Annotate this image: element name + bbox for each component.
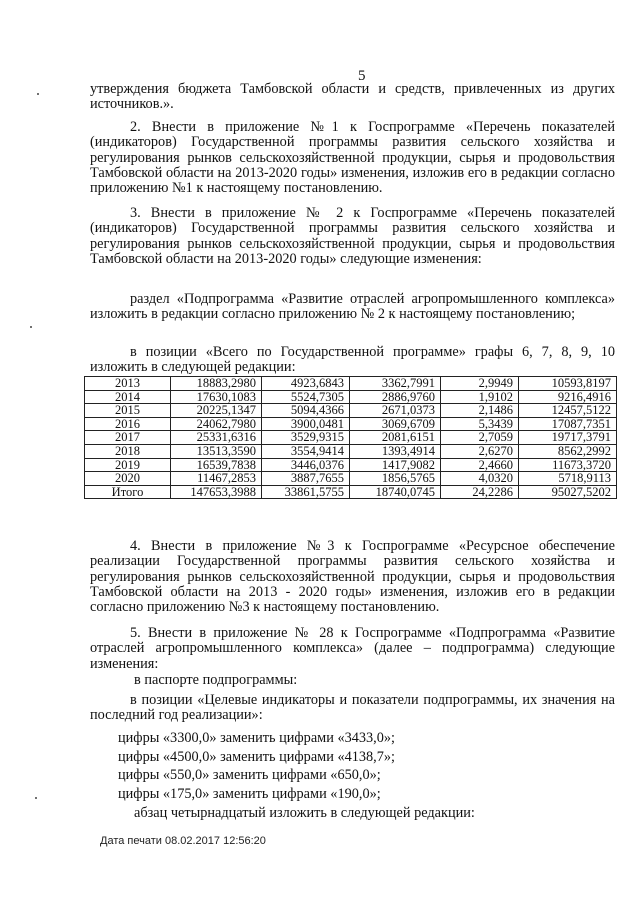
value-cell: 4,0320 <box>441 472 519 486</box>
value-cell: 2,9949 <box>441 377 519 391</box>
value-cell: 1856,5765 <box>350 472 441 486</box>
value-cell: 2,7059 <box>441 431 519 445</box>
value-cell: 5524,7305 <box>262 390 350 404</box>
text-passport: в паспорте подпрограммы: <box>134 672 298 688</box>
year-cell: 2013 <box>85 377 171 391</box>
scan-mark <box>35 797 37 799</box>
value-cell: 2,4660 <box>441 458 519 472</box>
table-row-total <box>85 485 617 499</box>
year-cell: Итого <box>85 485 171 499</box>
table-row <box>85 417 617 431</box>
value-cell: 9216,4916 <box>519 390 617 404</box>
value-cell: 25331,6316 <box>171 431 262 445</box>
value-cell: 18740,0745 <box>350 485 441 499</box>
value-cell: 18883,2980 <box>171 377 262 391</box>
year-cell: 2019 <box>85 458 171 472</box>
value-cell: 20225,1347 <box>171 404 262 418</box>
value-cell: 3900,0481 <box>262 417 350 431</box>
value-cell: 1417,9082 <box>350 458 441 472</box>
year-cell: 2016 <box>85 417 171 431</box>
year-cell: 2015 <box>85 404 171 418</box>
year-cell: 2018 <box>85 444 171 458</box>
text-replace-3: цифры «550,0» заменить цифрами «650,0»; <box>118 767 381 783</box>
table-row <box>85 390 617 404</box>
value-cell: 3069,6709 <box>350 417 441 431</box>
table-row <box>85 404 617 418</box>
value-cell: 8562,2992 <box>519 444 617 458</box>
year-cell: 2014 <box>85 390 171 404</box>
value-cell: 147653,3988 <box>171 485 262 499</box>
value-cell: 3554,9414 <box>262 444 350 458</box>
paragraph-item-4: 4. Внести в приложение №3 к Госпрограмме «Ресурсное обеспечение реализации Государственной программы развития сельского хозяйства и регулирования рынков сельскохозяйственной продукции, сырья и продовольствия Тамбовской области на 2013 - 2020 годы» изменения, изложив его в редакции согласно приложению №3 к настоящему постановлению. <box>90 538 615 616</box>
paragraph-budget-end: утверждения бюджета Тамбовской области и средств, привлеченных из других источников.». <box>90 81 615 113</box>
value-cell: 1,9102 <box>441 390 519 404</box>
scan-mark <box>37 93 39 95</box>
value-cell: 16539,7838 <box>171 458 262 472</box>
value-cell: 2671,0373 <box>350 404 441 418</box>
scan-mark <box>30 326 32 328</box>
value-cell: 17087,7351 <box>519 417 617 431</box>
value-cell: 3446,0376 <box>262 458 350 472</box>
value-cell: 24062,7980 <box>171 417 262 431</box>
value-cell: 24,2286 <box>441 485 519 499</box>
value-cell: 1393,4914 <box>350 444 441 458</box>
value-cell: 11467,2853 <box>171 472 262 486</box>
value-cell: 3887,7655 <box>262 472 350 486</box>
value-cell: 19717,3791 <box>519 431 617 445</box>
table-row <box>85 472 617 486</box>
value-cell: 2,6270 <box>441 444 519 458</box>
paragraph-target-indicators: в позиции «Целевые индикаторы и показатели подпрограммы, их значения на последний год реализации»: <box>90 692 615 724</box>
value-cell: 10593,8197 <box>519 377 617 391</box>
paragraph-item-5: 5. Внести в приложение № 28 к Госпрограмме «Подпрограмма «Развитие отраслей агропромышленного комплекса» (далее – подпрограмма) следующие изменения: <box>90 625 615 672</box>
value-cell: 2886,9760 <box>350 390 441 404</box>
text-replace-4: цифры «175,0» заменить цифрами «190,0»; <box>118 786 381 802</box>
year-cell: 2017 <box>85 431 171 445</box>
value-cell: 2,1486 <box>441 404 519 418</box>
table-row <box>85 444 617 458</box>
financing-table <box>84 376 617 499</box>
value-cell: 5094,4366 <box>262 404 350 418</box>
value-cell: 12457,5122 <box>519 404 617 418</box>
table-row <box>85 377 617 391</box>
page-number: 5 <box>358 68 366 84</box>
value-cell: 5718,9113 <box>519 472 617 486</box>
text-replace-2: цифры «4500,0» заменить цифрами «4138,7»; <box>118 749 396 765</box>
value-cell: 5,3439 <box>441 417 519 431</box>
value-cell: 13513,3590 <box>171 444 262 458</box>
paragraph-item-2: 2. Внести в приложение №1 к Госпрограмме «Перечень показателей (индикаторов) Государственной программы развития сельского хозяйства и регулирования рынков сельскохозяйственной продукции, сырья и продовольствия Тамбовской области на 2013-2020 годы» изменения, изложив его в редакции согласно приложению №1 к настоящему постановлению. <box>90 119 615 197</box>
table-row <box>85 431 617 445</box>
paragraph-item-3: 3. Внести в приложение № 2 к Госпрограмме «Перечень показателей (индикаторов) Государственной программы развития сельского хозяйства и регулирования рынков сельскохозяйственной продукции, сырья и продовольствия Тамбовской области на 2013-2020 годы» следующие изменения: <box>90 205 615 267</box>
year-cell: 2020 <box>85 472 171 486</box>
table-row <box>85 458 617 472</box>
value-cell: 3529,9315 <box>262 431 350 445</box>
value-cell: 11673,3720 <box>519 458 617 472</box>
print-date-footer: Дата печати 08.02.2017 12:56:20 <box>100 835 266 847</box>
paragraph-item-3-position: в позиции «Всего по Государственной программе» графы 6, 7, 8, 9, 10 изложить в следующей редакции: <box>90 344 615 376</box>
paragraph-item-3-section: раздел «Подпрограмма «Развитие отраслей агропромышленного комплекса» изложить в редакции согласно приложению № 2 к настоящему постановлению; <box>90 291 615 323</box>
value-cell: 33861,5755 <box>262 485 350 499</box>
text-replace-1: цифры «3300,0» заменить цифрами «3433,0»; <box>118 730 396 746</box>
value-cell: 2081,6151 <box>350 431 441 445</box>
value-cell: 4923,6843 <box>262 377 350 391</box>
value-cell: 17630,1083 <box>171 390 262 404</box>
value-cell: 95027,5202 <box>519 485 617 499</box>
value-cell: 3362,7991 <box>350 377 441 391</box>
text-paragraph-14: абзац четырнадцатый изложить в следующей редакции: <box>134 805 475 821</box>
